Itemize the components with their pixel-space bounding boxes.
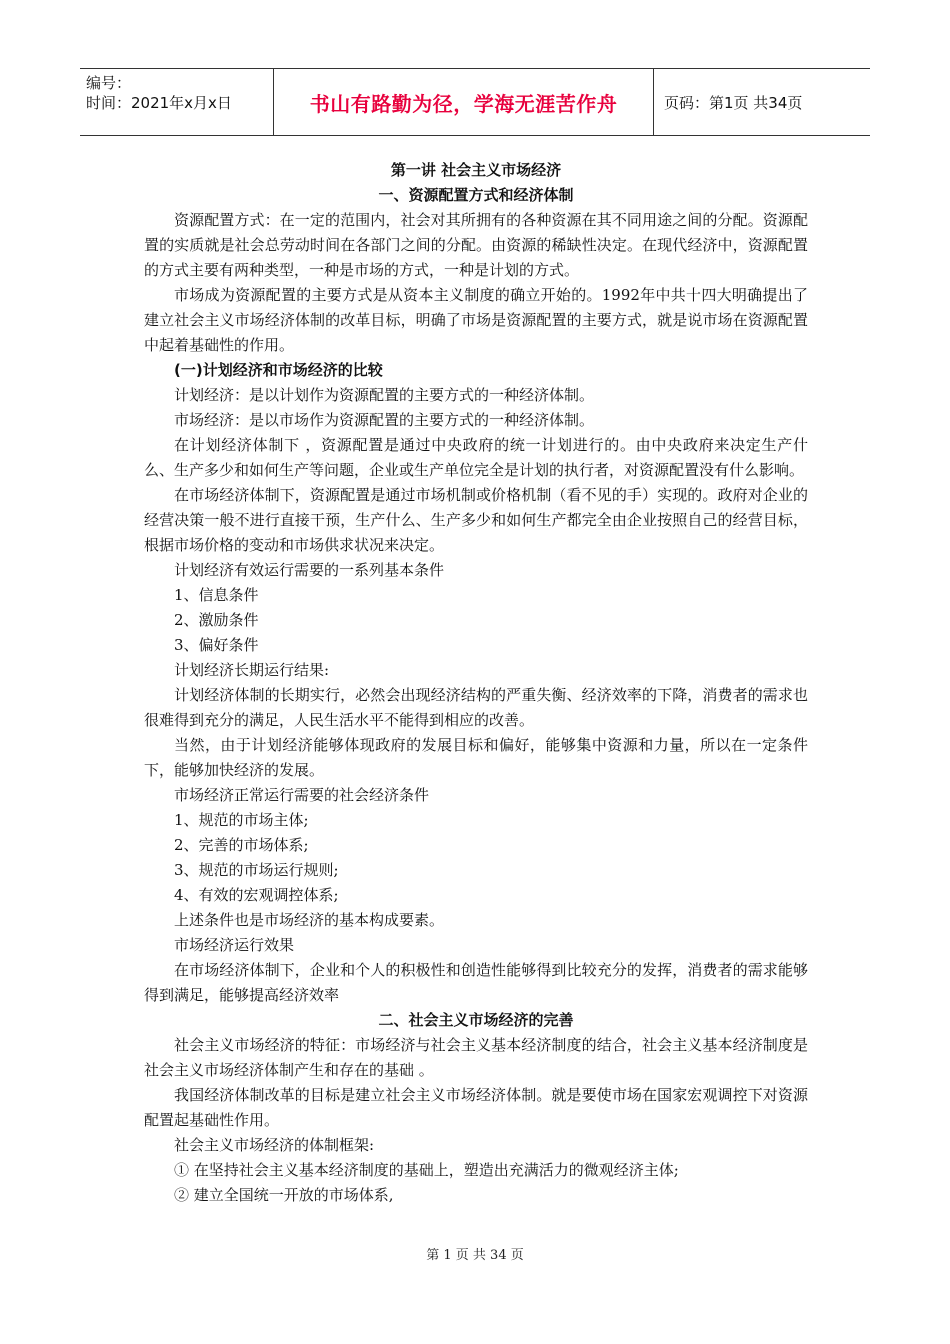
- section-heading-1: 一、资源配置方式和经济体制: [378, 186, 574, 204]
- list-item: 2、激励条件: [174, 611, 259, 629]
- list-item: 1、信息条件: [174, 586, 259, 604]
- subsection-heading: (一)计划经济和市场经济的比较: [174, 361, 383, 379]
- paragraph: 市场经济正常运行需要的社会经济条件: [174, 786, 430, 804]
- list-item: 3、规范的市场运行规则;: [174, 861, 339, 879]
- paragraph: 市场经济运行效果: [174, 936, 295, 954]
- paragraph: 我国经济体制改革的目标是建立社会主义市场经济体制。就是要使市场在国家宏观调控下对资源配置起基础性作用。: [144, 1086, 808, 1129]
- paragraph: 社会主义市场经济的特征：市场经济与社会主义基本经济制度的结合，社会主义基本经济制度是社会主义市场经济体制产生和存在的基础 。: [144, 1036, 808, 1079]
- paragraph: 计划经济长期运行结果:: [174, 661, 330, 679]
- paragraph: 在市场经济体制下，企业和个人的积极性和创造性能够得到比较充分的发挥，消费者的需求能够得到满足，能够提高经济效率: [144, 961, 808, 1004]
- page-header: [80, 68, 870, 136]
- paragraph: 计划经济体制的长期实行，必然会出现经济结构的严重失衡、经济效率的下降，消费者的需求也很难得到充分的满足，人民生活水平不能得到相应的改善。: [144, 686, 808, 729]
- paragraph: 在市场经济体制下，资源配置是通过市场机制或价格机制（看不见的手）实现的。政府对企业的经营决策一般不进行直接干预，生产什么、生产多少和如何生产都完全由企业按照自己的经营目标，根据市场价格的变动和市场供求状况来决定。: [144, 486, 808, 554]
- list-item: ② 建立全国统一开放的市场体系,: [174, 1186, 394, 1204]
- paragraph: 当然，由于计划经济能够体现政府的发展目标和偏好，能够集中资源和力量，所以在一定条件下，能够加快经济的发展。: [144, 736, 808, 779]
- paragraph: 计划经济有效运行需要的一系列基本条件: [174, 561, 445, 579]
- paragraph: 在计划经济体制下 ，资源配置是通过中央政府的统一计划进行的。由中央政府来决定生产什么、生产多少和如何生产等问题，企业或生产单位完全是计划的执行者，对资源配置没有什么影响。: [144, 436, 808, 479]
- document-date-label: 时间：2021年x月x日: [86, 94, 232, 112]
- section-heading-2: 二、社会主义市场经济的完善: [378, 1011, 574, 1029]
- header-motto: 书山有路勤为径，学海无涯苦作舟: [274, 69, 654, 135]
- list-item: 2、完善的市场体系;: [174, 836, 309, 854]
- list-item: 3、偏好条件: [174, 636, 259, 654]
- header-meta: [80, 69, 274, 135]
- paragraph: 计划经济：是以计划作为资源配置的主要方式的一种经济体制。: [174, 386, 595, 404]
- document-body: [144, 158, 808, 1208]
- list-item: 1、规范的市场主体;: [174, 811, 309, 829]
- page-footer: 第 1 页 共 34 页: [426, 1248, 524, 1263]
- paragraph: 资源配置方式：在一定的范围内，社会对其所拥有的各种资源在其不同用途之间的分配。资源配置的实质就是社会总劳动时间在各部门之间的分配。由资源的稀缺性决定。在现代经济中，资源配置的方式主要有两种类型，一种是市场的方式，一种是计划的方式。: [144, 211, 808, 279]
- list-item: ① 在坚持社会主义基本经济制度的基础上，塑造出充满活力的微观经济主体;: [174, 1161, 679, 1179]
- document-number-label: 编号：: [86, 74, 132, 92]
- header-page-info: 页码：第1页 共34页: [664, 93, 803, 112]
- lecture-title: 第一讲 社会主义市场经济: [390, 161, 562, 179]
- list-item: 4、有效的宏观调控体系;: [174, 886, 339, 904]
- paragraph: 社会主义市场经济的体制框架:: [174, 1136, 375, 1154]
- paragraph: 市场经济：是以市场作为资源配置的主要方式的一种经济体制。: [174, 411, 595, 429]
- paragraph: 市场成为资源配置的主要方式是从资本主义制度的确立开始的。1992年中共十四大明确提出了建立社会主义市场经济体制的改革目标，明确了市场是资源配置的主要方式，就是说市场在资源配置中起着基础性的作用。: [144, 286, 808, 354]
- paragraph: 上述条件也是市场经济的基本构成要素。: [174, 911, 445, 929]
